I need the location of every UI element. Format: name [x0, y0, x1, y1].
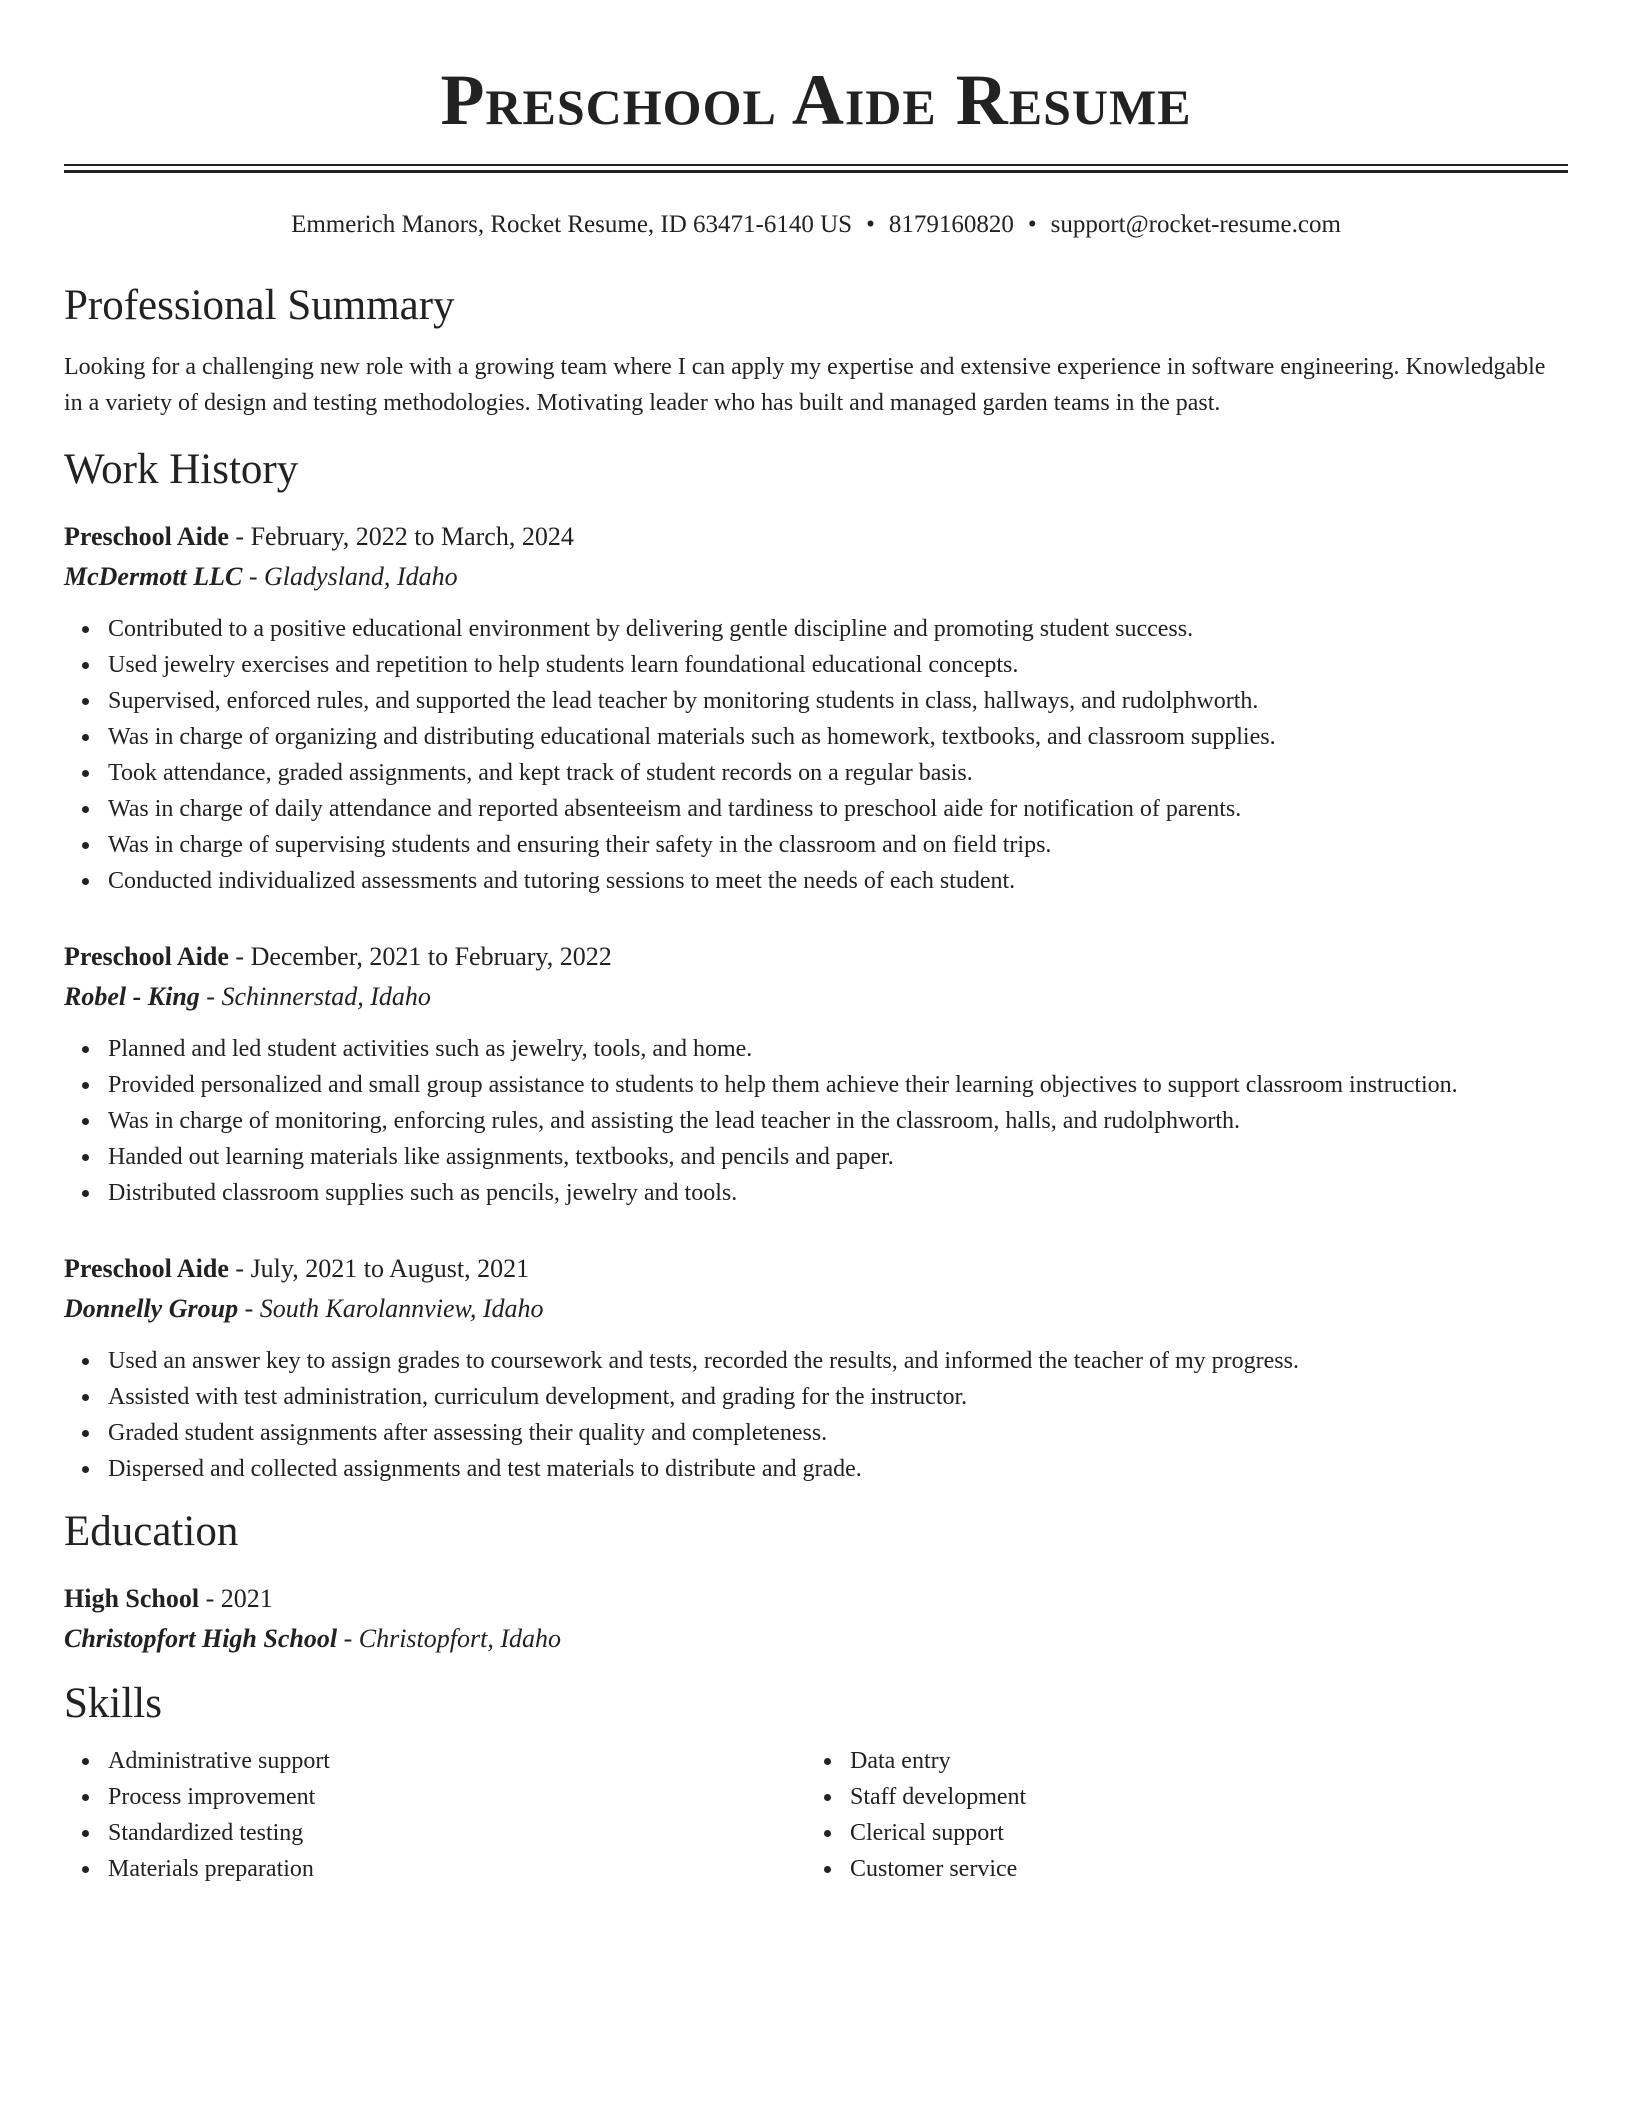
job-duty-item: Supervised, enforced rules, and supported the lead teacher by monitoring students in class, hallways, and rudolphworth.	[108, 683, 1568, 719]
job-location: - South Karolannview, Idaho	[238, 1294, 544, 1323]
job-title-line	[64, 1249, 1568, 1289]
job-entry	[64, 937, 1568, 1211]
job-company-line	[64, 977, 1568, 1017]
job-duty-item: Took attendance, graded assignments, and kept track of student records on a regular basis.	[108, 755, 1568, 791]
education-location: - Christopfort, Idaho	[337, 1624, 561, 1653]
skill-item: Clerical support	[850, 1815, 1548, 1851]
job-duty-item: Was in charge of daily attendance and reported absenteeism and tardiness to preschool aide for notification of parents.	[108, 791, 1568, 827]
job-company: Donnelly Group	[64, 1294, 239, 1323]
professional-summary-heading: Professional Summary	[64, 282, 455, 329]
job-entry	[64, 517, 1568, 899]
contact-phone: 8179160820	[888, 211, 1014, 238]
skills-list	[806, 1743, 1548, 1887]
education-school-line	[64, 1619, 1568, 1659]
job-duty-item: Contributed to a positive educational environment by delivering gentle discipline and promoting student success.	[108, 611, 1568, 647]
skill-item: Process improvement	[108, 1779, 806, 1815]
skill-item: Administrative support	[108, 1743, 806, 1779]
job-dates: - December, 2021 to February, 2022	[228, 942, 612, 971]
education-year: - 2021	[199, 1584, 273, 1613]
resume-title: Preschool Aide Resume	[440, 60, 1192, 140]
skills-column-left	[64, 1743, 806, 1887]
job-duty-item: Planned and led student activities such as jewelry, tools, and home.	[108, 1031, 1568, 1067]
job-company: Robel - King	[64, 982, 200, 1011]
job-location: - Gladysland, Idaho	[242, 562, 458, 591]
job-company-line	[64, 1289, 1568, 1329]
job-dates: - July, 2021 to August, 2021	[228, 1254, 530, 1283]
contact-separator: •	[1027, 211, 1037, 238]
contact-email: support@rocket-resume.com	[1050, 211, 1341, 238]
contact-line	[64, 209, 1568, 241]
skill-item: Standardized testing	[108, 1815, 806, 1851]
job-title-line	[64, 517, 1568, 557]
job-duty-item: Used jewelry exercises and repetition to help students learn foundational educational concepts.	[108, 647, 1568, 683]
education-degree: High School	[64, 1584, 200, 1613]
job-title: Preschool Aide	[64, 522, 229, 551]
job-location: - Schinnerstad, Idaho	[199, 982, 431, 1011]
job-duty-item: Conducted individualized assessments and tutoring sessions to meet the needs of each student.	[108, 863, 1568, 899]
job-duty-item: Graded student assignments after assessing their quality and completeness.	[108, 1415, 1568, 1451]
education-heading: Education	[64, 1508, 239, 1555]
job-dates: - February, 2022 to March, 2024	[228, 522, 574, 551]
job-duty-item: Dispersed and collected assignments and test materials to distribute and grade.	[108, 1451, 1568, 1487]
education-degree-line	[64, 1579, 1568, 1619]
professional-summary-text: Looking for a challenging new role with a growing team where I can apply my expertise and extensive experience in software engineering. Knowledgable in a variety of design and testing methodologies. Motivating leader who has built and managed garden teams in the past.	[64, 354, 1546, 416]
skills-grid	[64, 1743, 1568, 1887]
job-company-line	[64, 557, 1568, 597]
job-duty-item: Assisted with test administration, curriculum development, and grading for the instructor.	[108, 1379, 1568, 1415]
job-title: Preschool Aide	[64, 1254, 229, 1283]
contact-address: Emmerich Manors, Rocket Resume, ID 63471-6140 US	[291, 211, 853, 238]
job-duty-item: Was in charge of organizing and distributing educational materials such as homework, textbooks, and classroom supplies.	[108, 719, 1568, 755]
job-duty-item: Used an answer key to assign grades to coursework and tests, recorded the results, and informed the teacher of my progress.	[108, 1343, 1568, 1379]
job-duty-item: Was in charge of monitoring, enforcing rules, and assisting the lead teacher in the classroom, halls, and rudolphworth.	[108, 1103, 1568, 1139]
job-duty-item: Was in charge of supervising students and ensuring their safety in the classroom and on field trips.	[108, 827, 1568, 863]
job-duty-item: Provided personalized and small group assistance to students to help them achieve their learning objectives to support classroom instruction.	[108, 1067, 1568, 1103]
education-entry	[64, 1579, 1568, 1659]
job-title-line	[64, 937, 1568, 977]
job-company: McDermott LLC	[64, 562, 243, 591]
skill-item: Materials preparation	[108, 1851, 806, 1887]
title-double-rule	[64, 164, 1568, 173]
contact-separator: •	[866, 211, 875, 238]
job-duty-item: Handed out learning materials like assignments, textbooks, and pencils and paper.	[108, 1139, 1568, 1175]
skill-item: Customer service	[850, 1851, 1548, 1887]
skills-column-right	[806, 1743, 1548, 1887]
job-duties-list	[64, 611, 1568, 899]
job-duties-list	[64, 1031, 1568, 1211]
work-history-heading: Work History	[64, 446, 299, 493]
skill-item: Data entry	[850, 1743, 1548, 1779]
skills-list	[64, 1743, 806, 1887]
skill-item: Staff development	[850, 1779, 1548, 1815]
education-school: Christopfort High School	[64, 1624, 338, 1653]
job-duty-item: Distributed classroom supplies such as pencils, jewelry and tools.	[108, 1175, 1568, 1211]
skills-heading: Skills	[64, 1680, 162, 1727]
job-entry	[64, 1249, 1568, 1487]
job-title: Preschool Aide	[64, 942, 229, 971]
job-duties-list	[64, 1343, 1568, 1487]
